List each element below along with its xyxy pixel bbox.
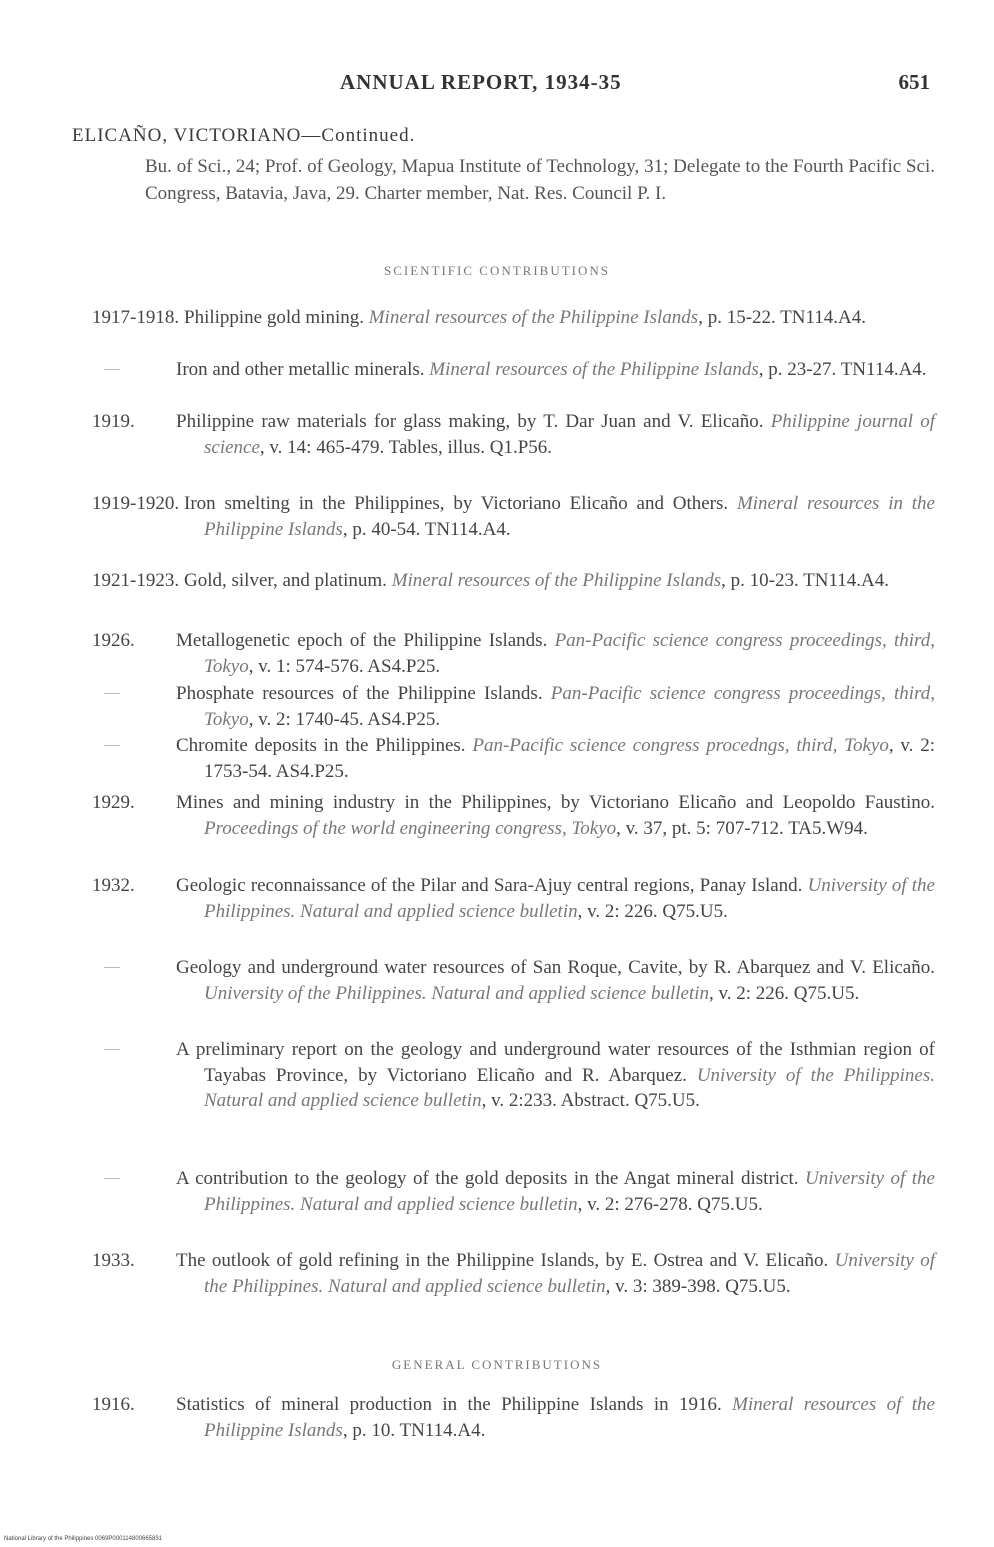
- entry-title: Statistics of mineral production in the Philippine Islands in 1916.: [176, 1394, 733, 1415]
- entry-text: [92, 409, 935, 460]
- entry-text: [92, 873, 935, 924]
- entry-citation: , p. 15-22. TN114.A4.: [698, 307, 867, 328]
- entry-text: [92, 568, 935, 594]
- entry-text: [92, 1166, 935, 1217]
- entry-text: [92, 491, 935, 542]
- entry-title: The outlook of gold refining in the Philippine Islands, by E. Ostrea and V. Elicaño.: [176, 1250, 835, 1271]
- entry-publication: Pan-Pacific science congress procedngs, third, Tokyo: [472, 735, 889, 756]
- entry-title: Metallogenetic epoch of the Philippine Islands.: [176, 630, 555, 651]
- entry-publication: Philippine journal of science: [204, 411, 935, 458]
- entry-title: A contribution to the geology of the gold deposits in the Angat mineral district.: [176, 1168, 805, 1189]
- entry-citation: , v. 2: 1740-45. AS4.P25.: [248, 708, 441, 730]
- entry-year: 1929.: [92, 792, 135, 813]
- page-number: 651: [898, 70, 930, 94]
- entry-year: 1921-1923.: [92, 570, 180, 591]
- bibliography-entry: [92, 628, 935, 679]
- entry-publication: Mineral resources of the Philippine Islands: [429, 359, 759, 380]
- entry-text: [92, 955, 935, 1006]
- bibliography-entry: [92, 357, 935, 383]
- entry-text: [92, 1037, 935, 1114]
- entry-text: [92, 1392, 935, 1443]
- bibliography-entry: [92, 1037, 935, 1114]
- bibliography-entry: [92, 955, 935, 1006]
- entry-citation: , v. 3: 389-398. Q75.U5.: [605, 1275, 791, 1297]
- entry-title: Philippine gold mining.: [184, 307, 369, 328]
- entry-publication: Proceedings of the world engineering congress, Tokyo: [204, 817, 617, 839]
- section-heading-scientific: SCIENTIFIC CONTRIBUTIONS: [383, 263, 611, 278]
- entry-citation: , p. 23-27. TN114.A4.: [758, 359, 927, 380]
- entry-publication: Mineral resources in the Philippine Islands: [204, 493, 935, 540]
- section-heading-general: GENERAL CONTRIBUTIONS: [391, 1357, 603, 1372]
- bibliography-entry: [92, 733, 935, 784]
- entry-publication: University of the Philippines. Natural and applied science bulletin: [204, 875, 935, 922]
- ditto-dash: [104, 1178, 120, 1179]
- entry-text: [92, 357, 935, 383]
- entry-title: Iron smelting in the Philippines, by Victoriano Elicaño and Others.: [184, 493, 737, 514]
- entry-year: 1932.: [92, 875, 135, 896]
- entry-text: [92, 1248, 935, 1299]
- bibliography-entry: [92, 790, 935, 841]
- bibliography-entry: [92, 305, 935, 331]
- entry-year: 1933.: [92, 1250, 135, 1271]
- entry-citation: , p. 40-54. TN114.A4.: [342, 518, 511, 540]
- entry-citation: , v. 37, pt. 5: 707-712. TA5.W94.: [616, 817, 868, 839]
- entry-citation: , v. 14: 465-479. Tables, illus. Q1.P56.: [259, 436, 553, 458]
- bibliography-entry: [92, 409, 935, 460]
- bibliography-entry: [92, 1392, 935, 1443]
- bibliography-entry: [92, 1248, 935, 1299]
- running-title: ANNUAL REPORT, 1934-35: [340, 70, 622, 94]
- entry-title: Philippine raw materials for glass making, by T. Dar Juan and V. Elicaño.: [176, 411, 771, 432]
- bibliography-entry: [92, 873, 935, 924]
- entry-year: 1919-1920.: [92, 493, 180, 514]
- entry-title: Mines and mining industry in the Philippines, by Victoriano Elicaño and Leopoldo Faustino.: [176, 792, 935, 813]
- entry-title: Phosphate resources of the Philippine Islands.: [176, 683, 551, 704]
- entry-citation: , v. 2: 226. Q75.U5.: [577, 900, 728, 922]
- author-heading: ELICAÑO, VICTORIANO—Continued.: [72, 125, 416, 146]
- entry-text: [92, 628, 935, 679]
- ditto-dash: [104, 1049, 120, 1050]
- author-biography: Bu. of Sci., 24; Prof. of Geology, Mapua Institute of Technology, 31; Delegate to the Fourth Pacific Sci. Congress, Batavia, Java, 29. Charter member, Nat. Res. Council P. I.: [145, 156, 935, 204]
- entry-publication: Pan-Pacific science congress proceedings, third, Tokyo: [204, 630, 935, 677]
- entry-title: A preliminary report on the geology and underground water resources of the Isthmian region of Tayabas Province, by Victoriano Elicaño and R. Abarquez.: [176, 1039, 935, 1086]
- entry-publication: University of the Philippines. Natural and applied science bulletin: [204, 982, 710, 1004]
- scan-footer: National Library of the Philippines 0069P000114800665831: [4, 1536, 163, 1542]
- ditto-dash: [104, 693, 120, 694]
- entry-publication: Mineral resources of the Philippine Islands: [204, 1394, 935, 1441]
- entry-text: [92, 681, 935, 732]
- entry-publication: University of the Philippines. Natural and applied science bulletin: [204, 1168, 935, 1215]
- entry-citation: , v. 2: 1753-54. AS4.P25.: [204, 735, 936, 782]
- entry-text: [92, 305, 935, 331]
- entry-publication: University of the Philippines. Natural and applied science bulletin: [204, 1250, 935, 1297]
- page-header: [0, 70, 994, 100]
- entry-publication: Mineral resources of the Philippine Islands: [368, 307, 699, 328]
- bibliography-entry: [92, 491, 935, 542]
- entry-citation: , v. 2:233. Abstract. Q75.U5.: [481, 1090, 700, 1111]
- ditto-dash: [104, 967, 120, 968]
- bibliography-entry: [92, 1166, 935, 1217]
- entry-title: Chromite deposits in the Philippines.: [176, 735, 473, 756]
- entry-title: Gold, silver, and platinum.: [184, 570, 392, 591]
- entry-title: Geology and underground water resources of San Roque, Cavite, by R. Abarquez and V. Elicaño.: [176, 957, 935, 978]
- entry-citation: , p. 10. TN114.A4.: [342, 1419, 486, 1441]
- bibliography-entry: [92, 681, 935, 732]
- entry-text: [92, 733, 935, 784]
- entry-title: Geologic reconnaissance of the Pilar and Sara-Ajuy central regions, Panay Island.: [176, 875, 808, 896]
- entry-text: [92, 790, 935, 841]
- entry-publication: Pan-Pacific science congress proceedings, third, Tokyo: [204, 683, 935, 730]
- entry-publication: Mineral resources of the Philippine Islands: [391, 570, 722, 591]
- ditto-dash: [104, 369, 120, 370]
- entry-title: Iron and other metallic minerals.: [176, 359, 430, 380]
- entry-citation: , v. 2: 276-278. Q75.U5.: [577, 1193, 763, 1215]
- entry-publication: University of the Philippines. Natural and applied science bulletin: [204, 1064, 935, 1111]
- entry-citation: , v. 2: 226. Q75.U5.: [709, 982, 860, 1004]
- entry-citation: , v. 1: 574-576. AS4.P25.: [248, 655, 441, 677]
- entry-year: 1917-1918.: [92, 307, 180, 328]
- entry-year: 1919.: [92, 411, 135, 432]
- ditto-dash: [104, 745, 120, 746]
- entry-citation: , p. 10-23. TN114.A4.: [721, 570, 889, 591]
- entry-year: 1926.: [92, 630, 135, 651]
- entry-year: 1916.: [92, 1394, 135, 1415]
- bibliography-entry: [92, 568, 935, 594]
